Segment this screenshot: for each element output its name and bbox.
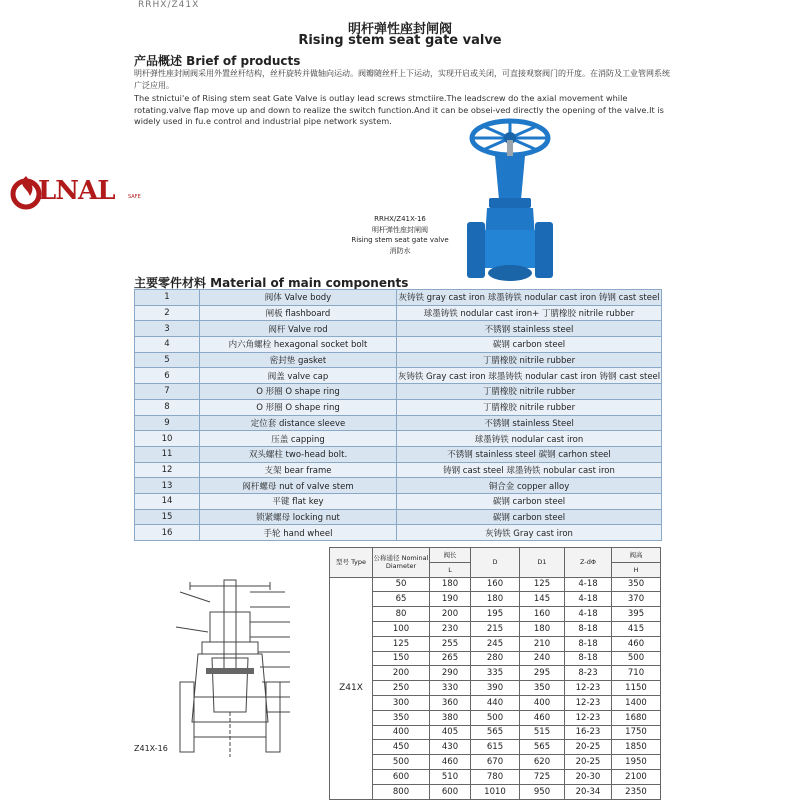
- dimension-l: 460: [430, 755, 471, 770]
- material-value: 灰铸铁 Gray cast iron: [397, 525, 662, 541]
- material-value: 丁腈橡胶 nitrile rubber: [397, 399, 662, 415]
- dimension-d: 335: [471, 666, 520, 681]
- dimension-l: 190: [430, 592, 471, 607]
- material-row: [135, 290, 662, 306]
- header-type: 型号 Type: [330, 548, 373, 578]
- dimension-dn: 800: [373, 784, 430, 799]
- dimensions-table: [329, 547, 661, 800]
- dimension-row: [330, 621, 661, 636]
- dimension-type: Z41X: [330, 577, 373, 799]
- dimension-row: [330, 666, 661, 681]
- dimension-row: [330, 577, 661, 592]
- material-row: [135, 431, 662, 447]
- header-height-cn: 阀高: [612, 548, 661, 563]
- material-value: 不锈钢 stainless steel 碳钢 carhon steel: [397, 446, 662, 462]
- page-title-en: Rising stem seat gate valve: [298, 33, 502, 48]
- dimension-h: 460: [612, 636, 661, 651]
- dimension-d: 615: [471, 740, 520, 755]
- dimension-h: 395: [612, 607, 661, 622]
- dimension-z: 20-25: [565, 740, 612, 755]
- dimension-row: [330, 740, 661, 755]
- material-value: 球墨铸铁 nodular cast iron: [397, 431, 662, 447]
- dimension-h: 1750: [612, 725, 661, 740]
- dimension-z: 8-18: [565, 621, 612, 636]
- dimension-z: 12-23: [565, 710, 612, 725]
- dimension-row: [330, 681, 661, 696]
- dimension-l: 430: [430, 740, 471, 755]
- dimension-row: [330, 592, 661, 607]
- dimension-h: 710: [612, 666, 661, 681]
- material-value: 丁腈橡胶 nitrile rubber: [397, 384, 662, 400]
- dimension-d1: 180: [520, 621, 565, 636]
- dimension-z: 20-34: [565, 784, 612, 799]
- dimension-d: 245: [471, 636, 520, 651]
- material-row: [135, 446, 662, 462]
- dimension-h: 2100: [612, 769, 661, 784]
- material-name: O 形圈 O shape ring: [200, 384, 397, 400]
- material-no: 4: [135, 337, 200, 353]
- dimension-d: 565: [471, 725, 520, 740]
- dimension-d: 1010: [471, 784, 520, 799]
- drawing-label: Z41X-16: [134, 744, 168, 753]
- dimension-d: 780: [471, 769, 520, 784]
- material-name: 平键 flat key: [200, 493, 397, 509]
- dimension-d1: 350: [520, 681, 565, 696]
- dimension-dn: 600: [373, 769, 430, 784]
- dimension-h: 370: [612, 592, 661, 607]
- material-no: 14: [135, 493, 200, 509]
- logo-sub-text: SAFE: [128, 194, 141, 200]
- material-value: 球墨铸铁 nodular cast iron+ 丁腈橡胶 nitrile rubber: [397, 305, 662, 321]
- header-d: D: [471, 548, 520, 578]
- dimension-row: [330, 755, 661, 770]
- brand-logo: [8, 172, 148, 212]
- material-row: [135, 368, 662, 384]
- dimension-d1: 515: [520, 725, 565, 740]
- dimension-dn: 50: [373, 577, 430, 592]
- dimension-h: 1950: [612, 755, 661, 770]
- material-row: [135, 352, 662, 368]
- dimension-d1: 240: [520, 651, 565, 666]
- material-value: 不锈钢 stainless steel: [397, 321, 662, 337]
- material-no: 6: [135, 368, 200, 384]
- dimension-dn: 500: [373, 755, 430, 770]
- dimension-dn: 250: [373, 681, 430, 696]
- dimension-z: 4-18: [565, 607, 612, 622]
- dimension-l: 180: [430, 577, 471, 592]
- material-row: [135, 462, 662, 478]
- dimension-h: 1850: [612, 740, 661, 755]
- dimension-d1: 460: [520, 710, 565, 725]
- dimension-dn: 400: [373, 725, 430, 740]
- dimension-row: [330, 607, 661, 622]
- materials-table: [134, 289, 662, 541]
- material-value: 碳钢 carbon steel: [397, 493, 662, 509]
- dimension-dn: 450: [373, 740, 430, 755]
- valve-section-drawing-icon: [150, 572, 310, 762]
- material-row: [135, 399, 662, 415]
- dimension-h: 350: [612, 577, 661, 592]
- dimension-z: 12-23: [565, 695, 612, 710]
- material-value: 碳钢 carbon steel: [397, 337, 662, 353]
- dimension-h: 1400: [612, 695, 661, 710]
- dimension-l: 200: [430, 607, 471, 622]
- dimension-d: 500: [471, 710, 520, 725]
- material-no: 11: [135, 446, 200, 462]
- dimension-d1: 950: [520, 784, 565, 799]
- dimension-d1: 160: [520, 607, 565, 622]
- material-row: [135, 509, 662, 525]
- brief-text-cn: 明杆弹性座封闸阀采用外置丝杆结构，丝杆旋转并做轴向运动。阀瓣随丝杆上下运动，实现开启或关闭，可直接观察阀门的开度。在消防及工业管网系统广泛应用。: [134, 69, 670, 90]
- dimension-l: 510: [430, 769, 471, 784]
- material-value: 丁腈橡胶 nitrile rubber: [397, 352, 662, 368]
- dimension-d1: 565: [520, 740, 565, 755]
- dimension-dn: 125: [373, 636, 430, 651]
- dimension-d: 390: [471, 681, 520, 696]
- dimension-z: 4-18: [565, 577, 612, 592]
- dimension-d: 195: [471, 607, 520, 622]
- dimension-z: 8-18: [565, 651, 612, 666]
- dimension-h: 1680: [612, 710, 661, 725]
- product-caption: [340, 214, 460, 256]
- dimension-dn: 300: [373, 695, 430, 710]
- dimension-z: 20-30: [565, 769, 612, 784]
- material-name: 阀杆螺母 nut of valve stem: [200, 478, 397, 494]
- dimension-dn: 150: [373, 651, 430, 666]
- page-title-cn: 明杆弹性座封闸阀: [347, 22, 452, 37]
- header-height: H: [612, 562, 661, 577]
- dimension-l: 405: [430, 725, 471, 740]
- caption-model: RRHX/Z41X-16: [374, 215, 426, 223]
- dimension-dn: 100: [373, 621, 430, 636]
- material-row: [135, 337, 662, 353]
- materials-heading: 主要零件材料 Material of main components: [134, 276, 409, 290]
- material-name: 闸板 flashboard: [200, 305, 397, 321]
- material-value: 灰铸铁 Gray cast iron 球墨铸铁 nodular cast iron 铸钢 cast steel: [397, 368, 662, 384]
- material-name: O 形圈 O shape ring: [200, 399, 397, 415]
- material-no: 15: [135, 509, 200, 525]
- header-cut-text: RRHX/Z41X: [138, 0, 200, 10]
- material-name: 压盖 capping: [200, 431, 397, 447]
- dimension-d1: 725: [520, 769, 565, 784]
- dimension-d1: 620: [520, 755, 565, 770]
- caption-name-cn: 明杆弹性座封闸阀: [372, 225, 428, 234]
- material-no: 10: [135, 431, 200, 447]
- header-z: Z-dΦ: [565, 548, 612, 578]
- material-no: 5: [135, 352, 200, 368]
- material-value: 不锈钢 stainless Steel: [397, 415, 662, 431]
- dimension-z: 4-18: [565, 592, 612, 607]
- material-no: 16: [135, 525, 200, 541]
- dimension-d1: 125: [520, 577, 565, 592]
- material-name: 内六角螺栓 hexagonal socket bolt: [200, 337, 397, 353]
- material-row: [135, 525, 662, 541]
- material-row: [135, 305, 662, 321]
- header-dn: 公称通径 Nominal Diameter: [373, 548, 430, 578]
- material-no: 13: [135, 478, 200, 494]
- dimension-d1: 145: [520, 592, 565, 607]
- dimension-d: 670: [471, 755, 520, 770]
- dimension-h: 415: [612, 621, 661, 636]
- material-no: 7: [135, 384, 200, 400]
- material-value: 铜合金 copper alloy: [397, 478, 662, 494]
- material-name: 阀盖 valve cap: [200, 368, 397, 384]
- dimension-row: [330, 695, 661, 710]
- material-row: [135, 493, 662, 509]
- dimension-dn: 350: [373, 710, 430, 725]
- material-no: 12: [135, 462, 200, 478]
- material-name: 密封垫 gasket: [200, 352, 397, 368]
- material-row: [135, 384, 662, 400]
- brief-heading: 产品概述 Brief of products: [134, 54, 301, 68]
- dimension-dn: 80: [373, 607, 430, 622]
- dimension-z: 8-18: [565, 636, 612, 651]
- dimension-row: [330, 710, 661, 725]
- dimension-l: 360: [430, 695, 471, 710]
- material-row: [135, 415, 662, 431]
- dimension-z: 16-23: [565, 725, 612, 740]
- dimension-d: 280: [471, 651, 520, 666]
- header-length-cn: 阀长: [430, 548, 471, 563]
- dimension-row: [330, 651, 661, 666]
- dimension-l: 380: [430, 710, 471, 725]
- dimension-d: 215: [471, 621, 520, 636]
- dimension-z: 20-25: [565, 755, 612, 770]
- header-length: L: [430, 562, 471, 577]
- dimension-d: 160: [471, 577, 520, 592]
- material-name: 双头螺柱 two-head bolt.: [200, 446, 397, 462]
- material-name: 定位套 distance sleeve: [200, 415, 397, 431]
- brief-text-en: The stnictui'e of Rising stem seat Gate Valve is outlay lead screws stmctiire.The leadscrew do the axial movement while rotating.valve flap move up and down to realize the switch function.And it can be obsei-ved directly the opening of the valve.It is widely used in fu.e control and industrial pipe network system.: [134, 93, 664, 126]
- header-d1: D1: [520, 548, 565, 578]
- dimension-l: 330: [430, 681, 471, 696]
- dimension-row: [330, 769, 661, 784]
- dimension-dn: 200: [373, 666, 430, 681]
- material-name: 手轮 hand wheel: [200, 525, 397, 541]
- material-row: [135, 478, 662, 494]
- dimension-l: 290: [430, 666, 471, 681]
- dimension-d: 440: [471, 695, 520, 710]
- dimension-h: 2350: [612, 784, 661, 799]
- dimension-h: 500: [612, 651, 661, 666]
- dimension-row: [330, 636, 661, 651]
- dimension-d1: 295: [520, 666, 565, 681]
- material-value: 铸钢 cast steel 球墨铸铁 nobular cast iron: [397, 462, 662, 478]
- dimension-row: [330, 725, 661, 740]
- material-no: 3: [135, 321, 200, 337]
- dimension-row: [330, 784, 661, 799]
- dimension-d1: 400: [520, 695, 565, 710]
- material-no: 8: [135, 399, 200, 415]
- material-name: 阀体 Valve body: [200, 290, 397, 306]
- dimension-l: 265: [430, 651, 471, 666]
- material-no: 1: [135, 290, 200, 306]
- material-no: 2: [135, 305, 200, 321]
- material-value: 碳钢 carbon steel: [397, 509, 662, 525]
- material-name: 阀杆 Valve rod: [200, 321, 397, 337]
- material-value: 灰铸铁 gray cast iron 球墨铸铁 nodular cast iron 铸钢 cast steel: [397, 290, 662, 306]
- dimension-h: 1150: [612, 681, 661, 696]
- dimension-l: 230: [430, 621, 471, 636]
- dimension-d: 180: [471, 592, 520, 607]
- dimension-l: 255: [430, 636, 471, 651]
- material-no: 9: [135, 415, 200, 431]
- material-row: [135, 321, 662, 337]
- material-name: 支架 bear frame: [200, 462, 397, 478]
- gate-valve-photo-icon: [465, 118, 555, 290]
- dimension-d1: 210: [520, 636, 565, 651]
- dimension-z: 8-23: [565, 666, 612, 681]
- dimension-z: 12-23: [565, 681, 612, 696]
- logo-text: LNAL: [38, 176, 115, 206]
- caption-name-en: Rising stem seat gate valve: [351, 236, 449, 244]
- caption-tag: 消防水: [389, 246, 411, 255]
- material-name: 锁紧螺母 locking nut: [200, 509, 397, 525]
- dimension-dn: 65: [373, 592, 430, 607]
- dimension-l: 600: [430, 784, 471, 799]
